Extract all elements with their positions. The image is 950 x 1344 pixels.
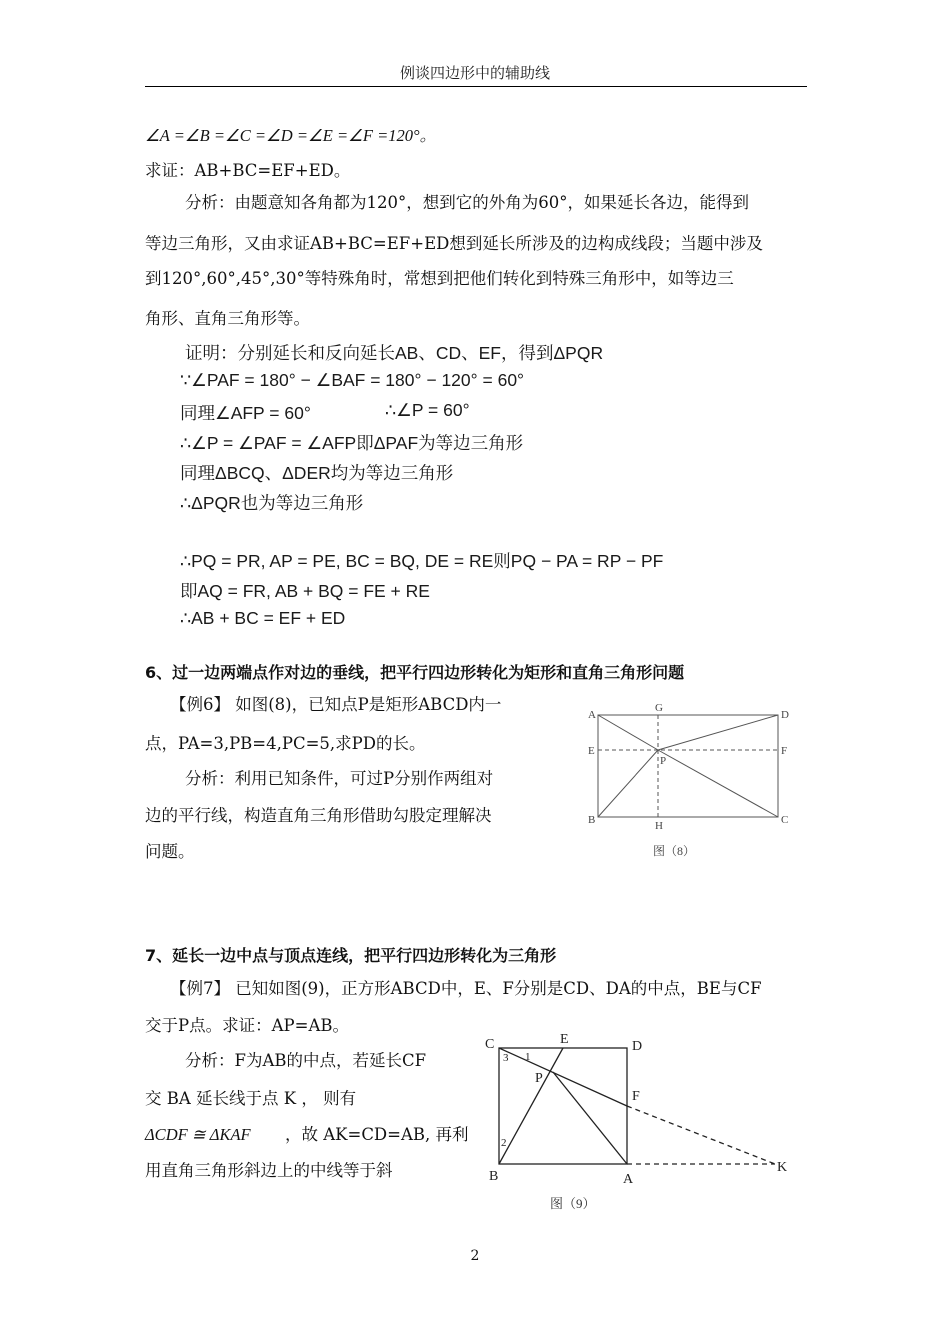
label-f: F — [781, 745, 788, 757]
square-abcd — [499, 1048, 627, 1164]
figure-9-caption: 图（9） — [550, 1196, 596, 1211]
figure-9 — [480, 1030, 795, 1220]
page-number: 2 — [470, 1248, 480, 1264]
example6-line-4: 边的平行线，构造直角三角形借助勾股定理解决 — [145, 806, 492, 825]
label-e: E — [588, 745, 595, 757]
congruence-expression: ΔCDF ≅ ΔKAF — [145, 1125, 251, 1144]
label-b9: B — [489, 1169, 499, 1184]
label-d9: D — [632, 1039, 643, 1054]
label-d: D — [781, 709, 789, 721]
proof-line-7: ∴PQ = PR, AP = PE, BC = BQ, DE = RE则PQ − PA = RP − PF — [180, 551, 664, 571]
proof-line-5: 同理ΔBCQ、ΔDER均为等边三角形 — [180, 463, 454, 483]
example6-line-1: 【例6】 如图(8)，已知点P是矩形ABCD内一 — [170, 695, 502, 714]
segment-pc — [658, 750, 778, 817]
label-p: P — [660, 755, 667, 767]
prove-statement: 求证：AB+BC=EF+ED。 — [145, 161, 351, 180]
label-c9: C — [485, 1037, 495, 1052]
proof-line-1: 证明：分别延长和反向延长AB、CD、EF，得到ΔPQR — [185, 343, 604, 363]
angle-condition: ∠A =∠B =∠C =∠D =∠E =∠F =120°。 — [145, 126, 437, 145]
proof-line-2: ∵∠PAF = 180° − ∠BAF = 180° − 120° = 60° — [180, 370, 525, 390]
segment-pd — [658, 715, 778, 750]
example7-line-2: 交于P点。求证：AP=AB。 — [145, 1016, 349, 1035]
label-p9: P — [535, 1071, 543, 1086]
proof-line-9: ∴AB + BC = EF + ED — [180, 608, 346, 628]
segment-cf — [499, 1048, 627, 1106]
extension-fk — [627, 1106, 775, 1164]
label-e9: E — [560, 1032, 569, 1047]
segment-pa — [598, 715, 658, 750]
analysis5-line-1: 分析：由题意知各角都为120°，想到它的外角为60°，如果延长各边，能得到 — [185, 193, 749, 212]
label-b: B — [588, 814, 596, 826]
section6-heading: 6、过一边两端点作对边的垂线，把平行四边形转化为矩形和直角三角形问题 — [145, 663, 685, 682]
label-h: H — [655, 820, 663, 832]
example7-line-1: 【例7】 已知如图(9)，正方形ABCD中，E、F分别是CD、DA的中点，BE与CF — [170, 979, 762, 998]
section7-heading: 7、延长一边中点与顶点连线，把平行四边形转化为三角形 — [145, 946, 557, 965]
example7-line-3: 分析：F为AB的中点，若延长CF — [185, 1051, 427, 1070]
label-a: A — [588, 709, 596, 721]
segment-pb — [598, 750, 658, 817]
example7-line-6: 用直角三角形斜边上的中线等于斜 — [145, 1161, 393, 1180]
header-rule — [145, 86, 807, 87]
example6-line-3: 分析：利用已知条件，可过P分别作两组对 — [185, 769, 494, 788]
angle-label-3: 3 — [503, 1052, 509, 1064]
example6-line-2: 点，PA=3,PB=4,PC=5,求PD的长。 — [145, 734, 426, 753]
angle-label-1: 1 — [525, 1051, 531, 1063]
proof-line-3a: 同理∠AFP = 60° — [180, 403, 311, 423]
label-k9: K — [777, 1160, 788, 1175]
example7-line-5: ，故 AK=CD=AB, 再利 — [285, 1125, 469, 1144]
label-c: C — [781, 814, 789, 826]
figure-8 — [585, 698, 795, 863]
analysis5-line-4: 角形、直角三角形等。 — [145, 309, 310, 328]
segment-ap — [553, 1072, 627, 1164]
figure-8-caption: 图（8） — [653, 844, 696, 858]
proof-line-3b: ∴∠P = 60° — [385, 400, 470, 420]
analysis5-line-3: 到120°,60°,45°,30°等特殊角时，常想到把他们转化到特殊三角形中，如等边三 — [145, 269, 734, 288]
proof-line-6: ∴ΔPQR也为等边三角形 — [180, 493, 364, 513]
label-f9: F — [632, 1089, 640, 1104]
label-g: G — [655, 702, 663, 714]
analysis5-line-2: 等边三角形，又由求证AB+BC=EF+ED想到延长所涉及的边构成线段；当题中涉及 — [145, 234, 763, 253]
segment-be — [499, 1048, 563, 1164]
example6-line-5: 问题。 — [145, 842, 195, 861]
angle-label-2: 2 — [501, 1137, 507, 1149]
header-title: 例谈四边形中的辅助线 — [399, 64, 550, 82]
proof-line-8: 即AQ = FR, AB + BQ = FE + RE — [180, 581, 430, 601]
proof-line-4: ∴∠P = ∠PAF = ∠AFP即ΔPAF为等边三角形 — [180, 433, 524, 453]
example7-line-4: 交 BA 延长线于点 K ， 则有 — [145, 1089, 357, 1108]
label-a9: A — [623, 1172, 634, 1187]
